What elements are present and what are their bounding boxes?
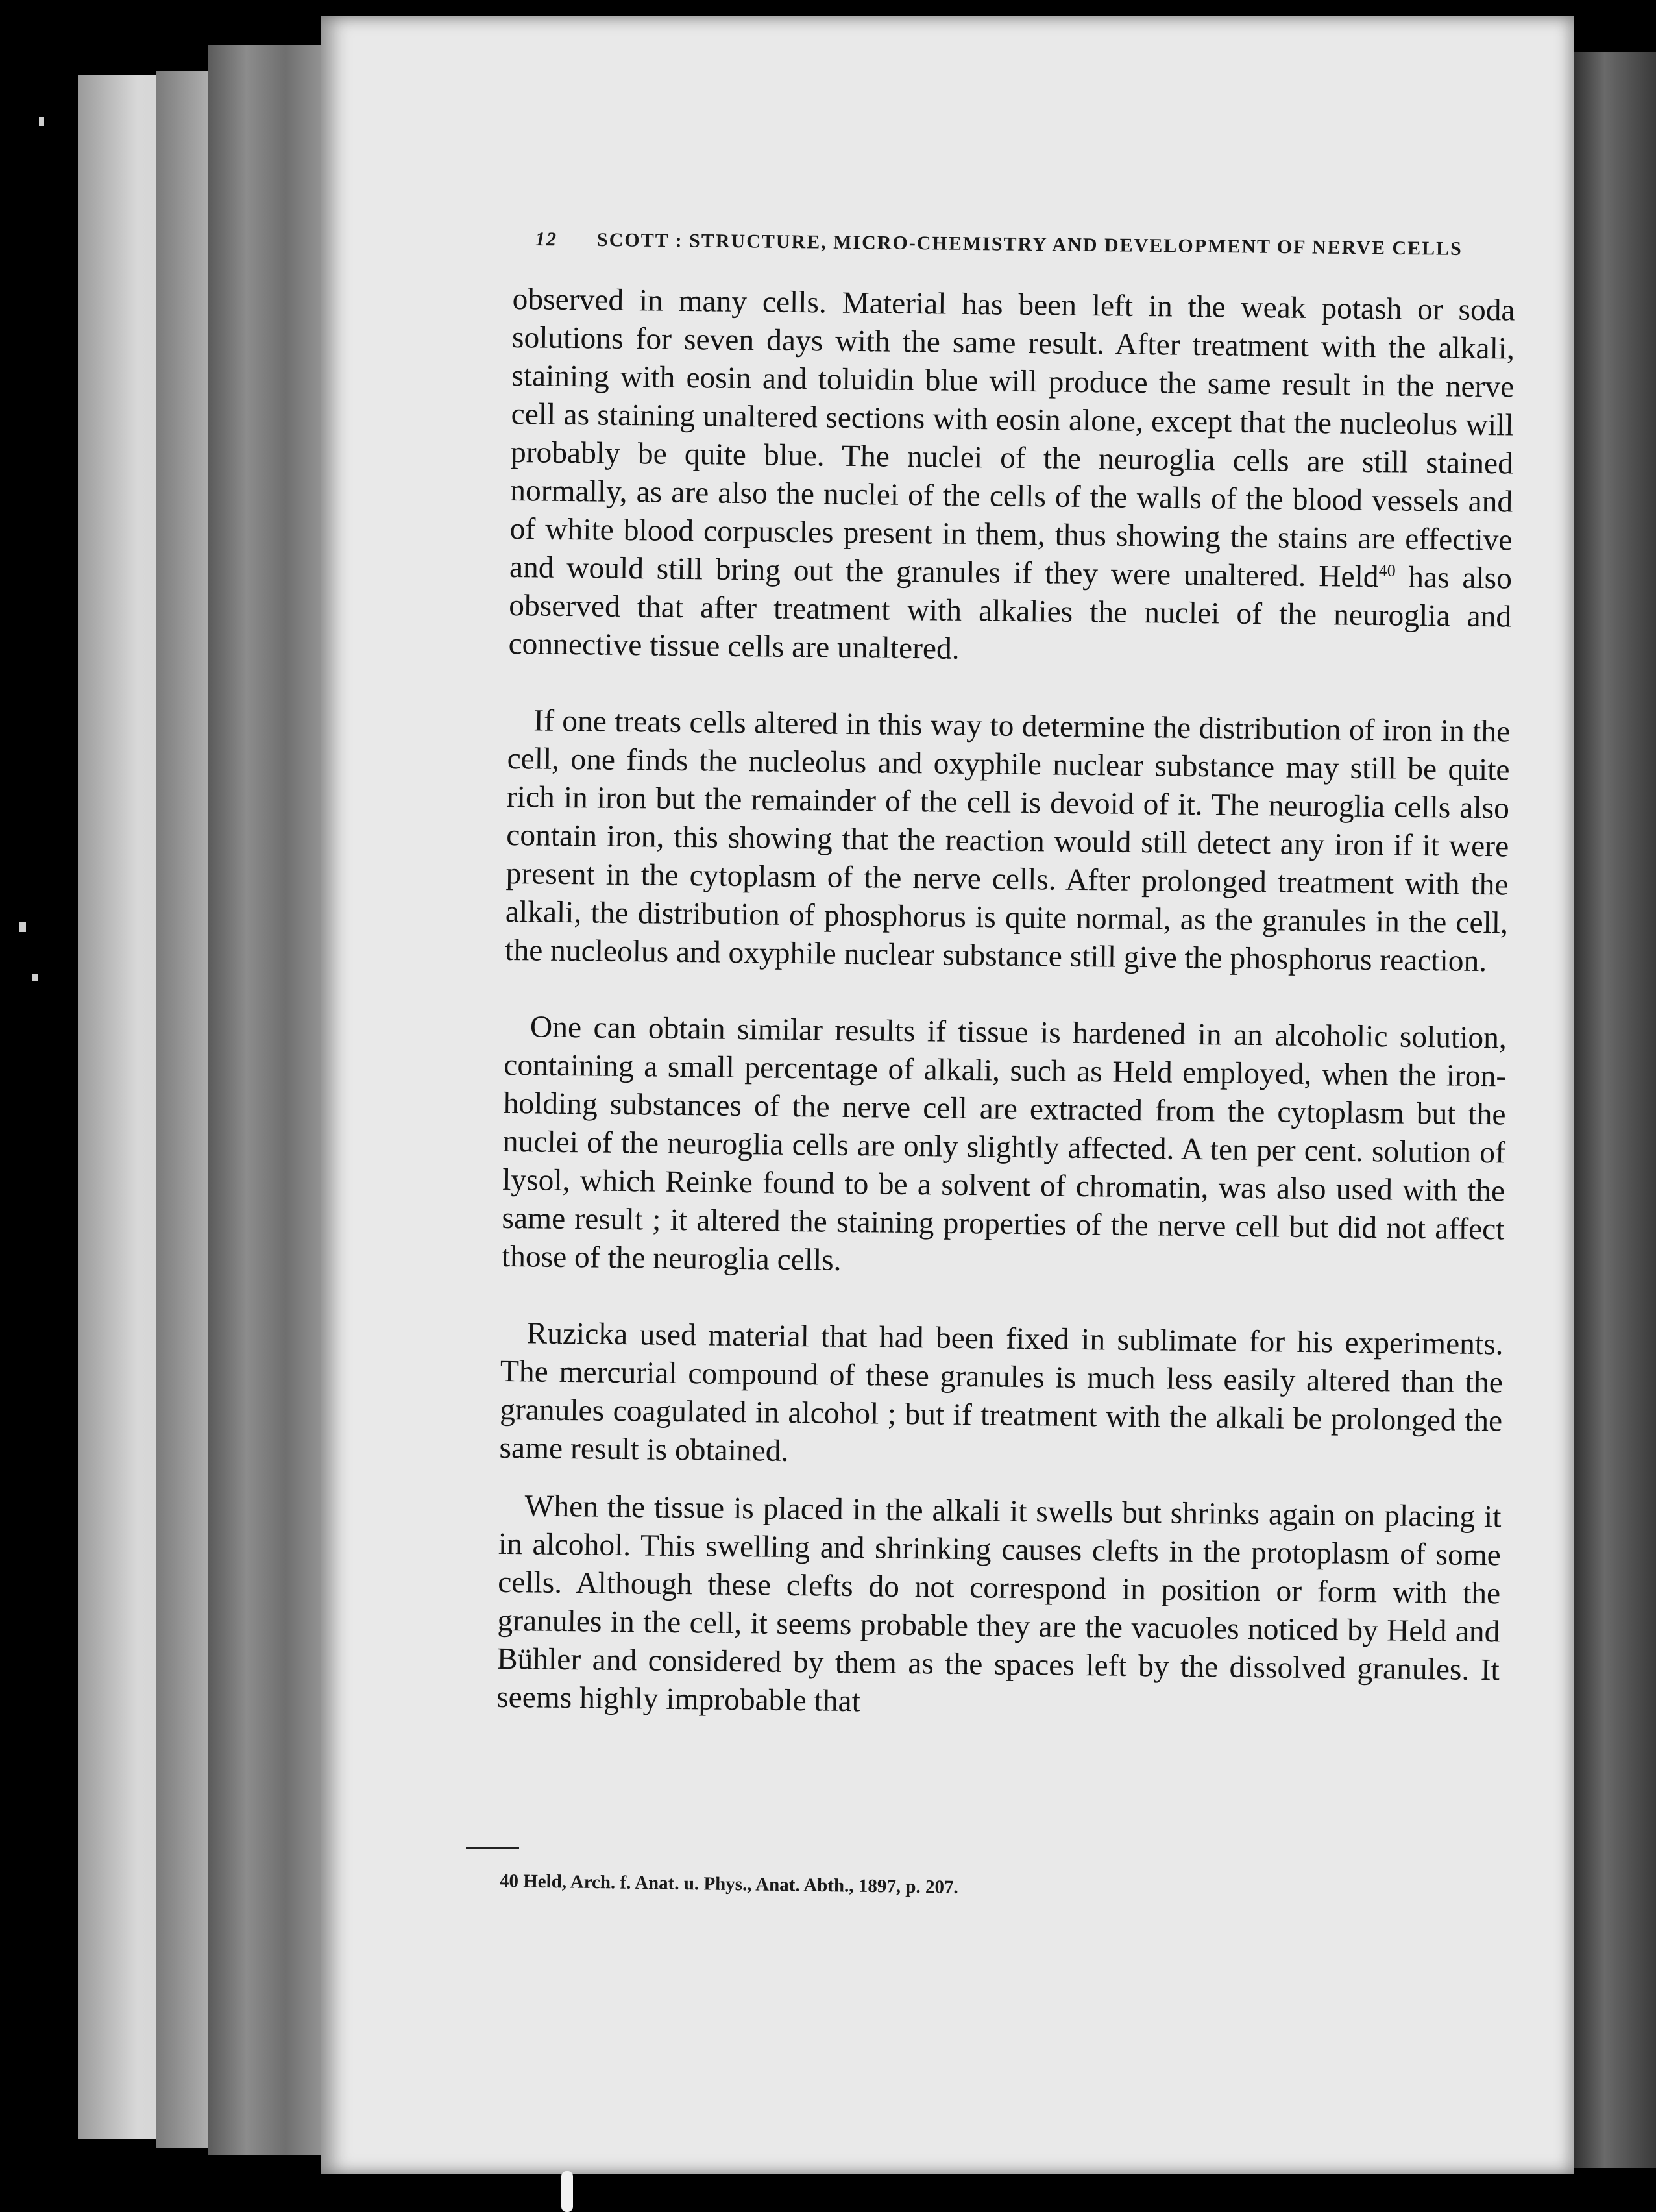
scan-mark — [39, 117, 44, 126]
page-number: 12 — [535, 228, 558, 251]
scan-mark — [19, 922, 26, 932]
book-right-edge — [1570, 52, 1656, 2168]
paragraph — [508, 280, 1515, 674]
paragraph: If one treats cells altered in this way to determine the distribution of iron in the cell, one finds the nucleolus and oxyphile nuclear substance may still be quite rich in iron but the remainder of the cell is devoid of it. The neuroglia cells also contain iron, this showing that the reaction would still detect any iron if it were present in the cytoplasm of the nerve cells. After prolonged treatment with the alkali, the distribution of phosphorus is quite normal, as the granules in the cell, the nucleolus and oxyphile nuclear substance still give the phosphorus reaction. — [504, 704, 1511, 979]
page-stack-edge — [208, 45, 337, 2155]
paragraph: When the tissue is placed in the alkali it swells but shrinks again on placing it in alcohol. This swelling and shrinking causes clefts in the protoplasm of some cells. Although these clefts do not correspond in position or form with the granules in the cell, it seems probable they are the vacuoles noticed by Held and Bühler and considered by them as the spaces left by the dissolved granules. It seems highly improbable that — [496, 1489, 1502, 1719]
paragraph: One can obtain similar results if tissue is hardened in an alcoholic solution, containing a small percentage of alkali, such as Held employed, when the iron-holding substances of the nerve cell are extracted from the cytoplasm but the nuclei of the neuroglia cells are only slightly affected. A ten per cent. solution of lysol, which Reinke found to be a solvent of chromatin, was also used with the same result ; it altered the staining properties of the nerve cell but did not affect those of the neuroglia cells. — [501, 1010, 1507, 1277]
paragraph-text-tail: has also observed that after treatment with alkalies the nuclei of the neuroglia and connective tissue cells are unaltered. — [508, 560, 1513, 666]
paragraph: Ruzicka used material that had been fixed in sublimate for his experiments. The mercurial compound of these granules is much less easily altered than the granules coagulated in alcohol ; but if treatment with the alkali be prolonged the same result is obtained. — [499, 1316, 1504, 1468]
body-text — [496, 280, 1515, 1766]
scan-mark — [561, 2171, 573, 2212]
footnote-reference: 40 — [1378, 561, 1396, 580]
paragraph-text: observed in many cells. Material has been left in the weak potash or soda solutions for seven days with the same result. After treatment with the alkali, staining with eosin and toluidin blue will produce the same result in the nerve cell as staining unaltered sections with eosin alone, except that the nucleolus will probably be quite blue. The nuclei of the neuroglia cells are still stained normally, as are also the nuclei of the cells of the walls of the blood vessels and of white blood corpuscles present in them, thus showing the stains are effective and would still bring out the granules if they were unaltered. Held — [509, 282, 1515, 595]
footnote: 40 Held, Arch. f. Anat. u. Phys., Anat. Abth., 1897, p. 207. — [499, 1871, 959, 1898]
running-head-title: SCOTT : STRUCTURE, MICRO-CHEMISTRY AND DEVELOPMENT OF NERVE CELLS — [596, 228, 1463, 260]
footnote-rule — [466, 1847, 519, 1849]
scan-mark — [32, 974, 38, 981]
